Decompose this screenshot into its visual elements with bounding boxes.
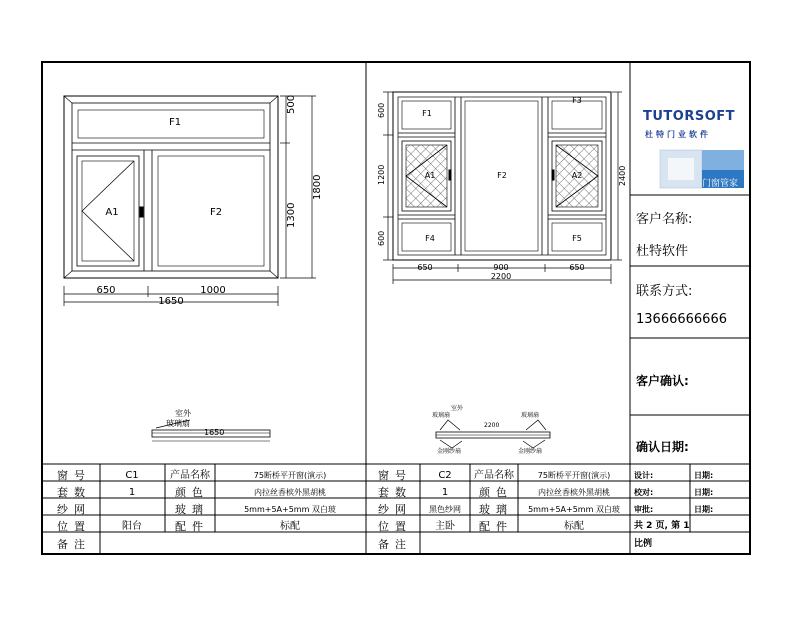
c2-dim-top-height: 600	[377, 102, 386, 118]
label-sets-2: 套数	[378, 486, 412, 499]
label-window-no-1: 窗号	[57, 469, 91, 482]
c2-pane-a2: A2	[571, 171, 583, 180]
c1-dim-total-width: 1650	[158, 296, 184, 307]
value-position-2: 主卧	[435, 521, 455, 532]
value-screen-2: 黑色纱网	[429, 505, 461, 514]
logo-subtitle: 杜特门业软件	[645, 130, 711, 139]
label-fitting-1: 配件	[175, 520, 209, 533]
c2-dim-total-width: 2200	[490, 272, 512, 281]
c2-plan-screen-right: 金刚纱扇	[518, 448, 543, 455]
check-label: 校对:	[634, 488, 654, 497]
c2-plan-outer: 室外	[451, 405, 464, 412]
c1-dim-bottom-height: 1300	[286, 202, 297, 228]
value-window-no-1: C1	[125, 470, 139, 481]
c1-pane-a1: A1	[105, 207, 119, 218]
label-remark-1: 备注	[57, 538, 91, 551]
label-color-2: 颜色	[479, 486, 513, 499]
label-position-1: 位置	[57, 520, 91, 533]
c1-dim-right-width: 1000	[200, 285, 226, 296]
label-position-2: 位置	[378, 520, 412, 533]
c1-plan-glass: 玻璃扇	[166, 419, 190, 428]
value-sets-2: 1	[441, 487, 449, 498]
c2-plan-glass-right: 玻璃扇	[521, 412, 540, 419]
confirm-label: 客户确认:	[636, 374, 689, 388]
label-remark-2: 备注	[378, 538, 412, 551]
c2-dim-mid-width: 900	[493, 263, 509, 272]
customer-label: 客户名称:	[636, 212, 693, 227]
c2-pane-f2: F2	[497, 171, 507, 180]
label-glass-2: 玻璃	[479, 503, 513, 516]
value-product-2: 75断桥平开窗(演示)	[537, 471, 611, 480]
c2-plan-glass-left: 玻璃扇	[432, 412, 451, 419]
c2-plan-width: 2200	[484, 422, 500, 429]
c2-pane-f1: F1	[422, 109, 432, 118]
c2-dim-right-width: 650	[569, 263, 585, 272]
design-label: 设计:	[634, 471, 654, 480]
value-product-1: 75断桥平开窗(演示)	[253, 471, 327, 480]
label-screen-2: 纱网	[378, 503, 412, 516]
label-product-2: 产品名称	[474, 470, 514, 481]
value-position-1: 阳台	[122, 521, 142, 532]
label-fitting-2: 配件	[479, 520, 513, 533]
label-sets-1: 套数	[57, 486, 91, 499]
label-product-1: 产品名称	[170, 470, 210, 481]
confirm-date-label: 确认日期:	[636, 440, 689, 454]
value-sets-1: 1	[128, 487, 136, 498]
c2-pane-a1: A1	[424, 171, 436, 180]
contact-label: 联系方式:	[636, 284, 693, 299]
product-box-label: 门窗管家	[702, 179, 739, 189]
value-color-2: 内拉丝香槟外黑胡桃	[538, 488, 610, 497]
c2-pane-f5: F5	[572, 234, 582, 243]
c1-dim-top-height: 500	[286, 94, 297, 114]
approve-label: 审批:	[634, 505, 654, 514]
c1-dim-total-height: 1800	[312, 174, 323, 200]
value-glass-2: 5mm+5A+5mm 双白玻	[528, 505, 620, 514]
label-screen-1: 纱网	[57, 503, 91, 516]
tutorsoft-logo: TUTORSOFT	[643, 109, 736, 124]
c2-plan-screen-left: 金刚纱扇	[437, 448, 462, 455]
c2-pane-f4: F4	[425, 234, 435, 243]
customer-value: 杜特软件	[636, 244, 689, 259]
c1-pane-f1: F1	[168, 117, 182, 128]
c2-dim-total-height: 2400	[618, 165, 627, 186]
c1-plan-width: 1650	[204, 428, 225, 437]
label-glass-1: 玻璃	[175, 503, 209, 516]
c1-dim-left-width: 650	[96, 285, 116, 296]
c1-plan-outer: 室外	[175, 409, 191, 418]
value-fitting-2: 标配	[564, 521, 584, 532]
value-color-1: 内拉丝香槟外黑胡桃	[254, 488, 326, 497]
value-fitting-1: 标配	[280, 521, 300, 532]
c2-dim-mid-height: 1200	[377, 164, 386, 185]
date-label-3: 日期:	[694, 505, 714, 514]
label-window-no-2: 窗号	[378, 469, 412, 482]
value-window-no-2: C2	[438, 470, 452, 481]
c2-pane-f3: F3	[572, 96, 582, 105]
label-color-1: 颜色	[175, 486, 209, 499]
contact-value: 13666666666	[636, 312, 727, 327]
c2-dim-left-width: 650	[417, 263, 433, 272]
date-label-1: 日期:	[694, 471, 714, 480]
c1-pane-f2: F2	[209, 207, 223, 218]
c2-dim-bottom-height: 600	[377, 230, 386, 246]
page-count: 共 2 页, 第 1	[634, 521, 690, 531]
value-glass-1: 5mm+5A+5mm 双白玻	[244, 505, 336, 514]
date-label-2: 日期:	[694, 488, 714, 497]
scale-label: 比例	[634, 539, 653, 549]
